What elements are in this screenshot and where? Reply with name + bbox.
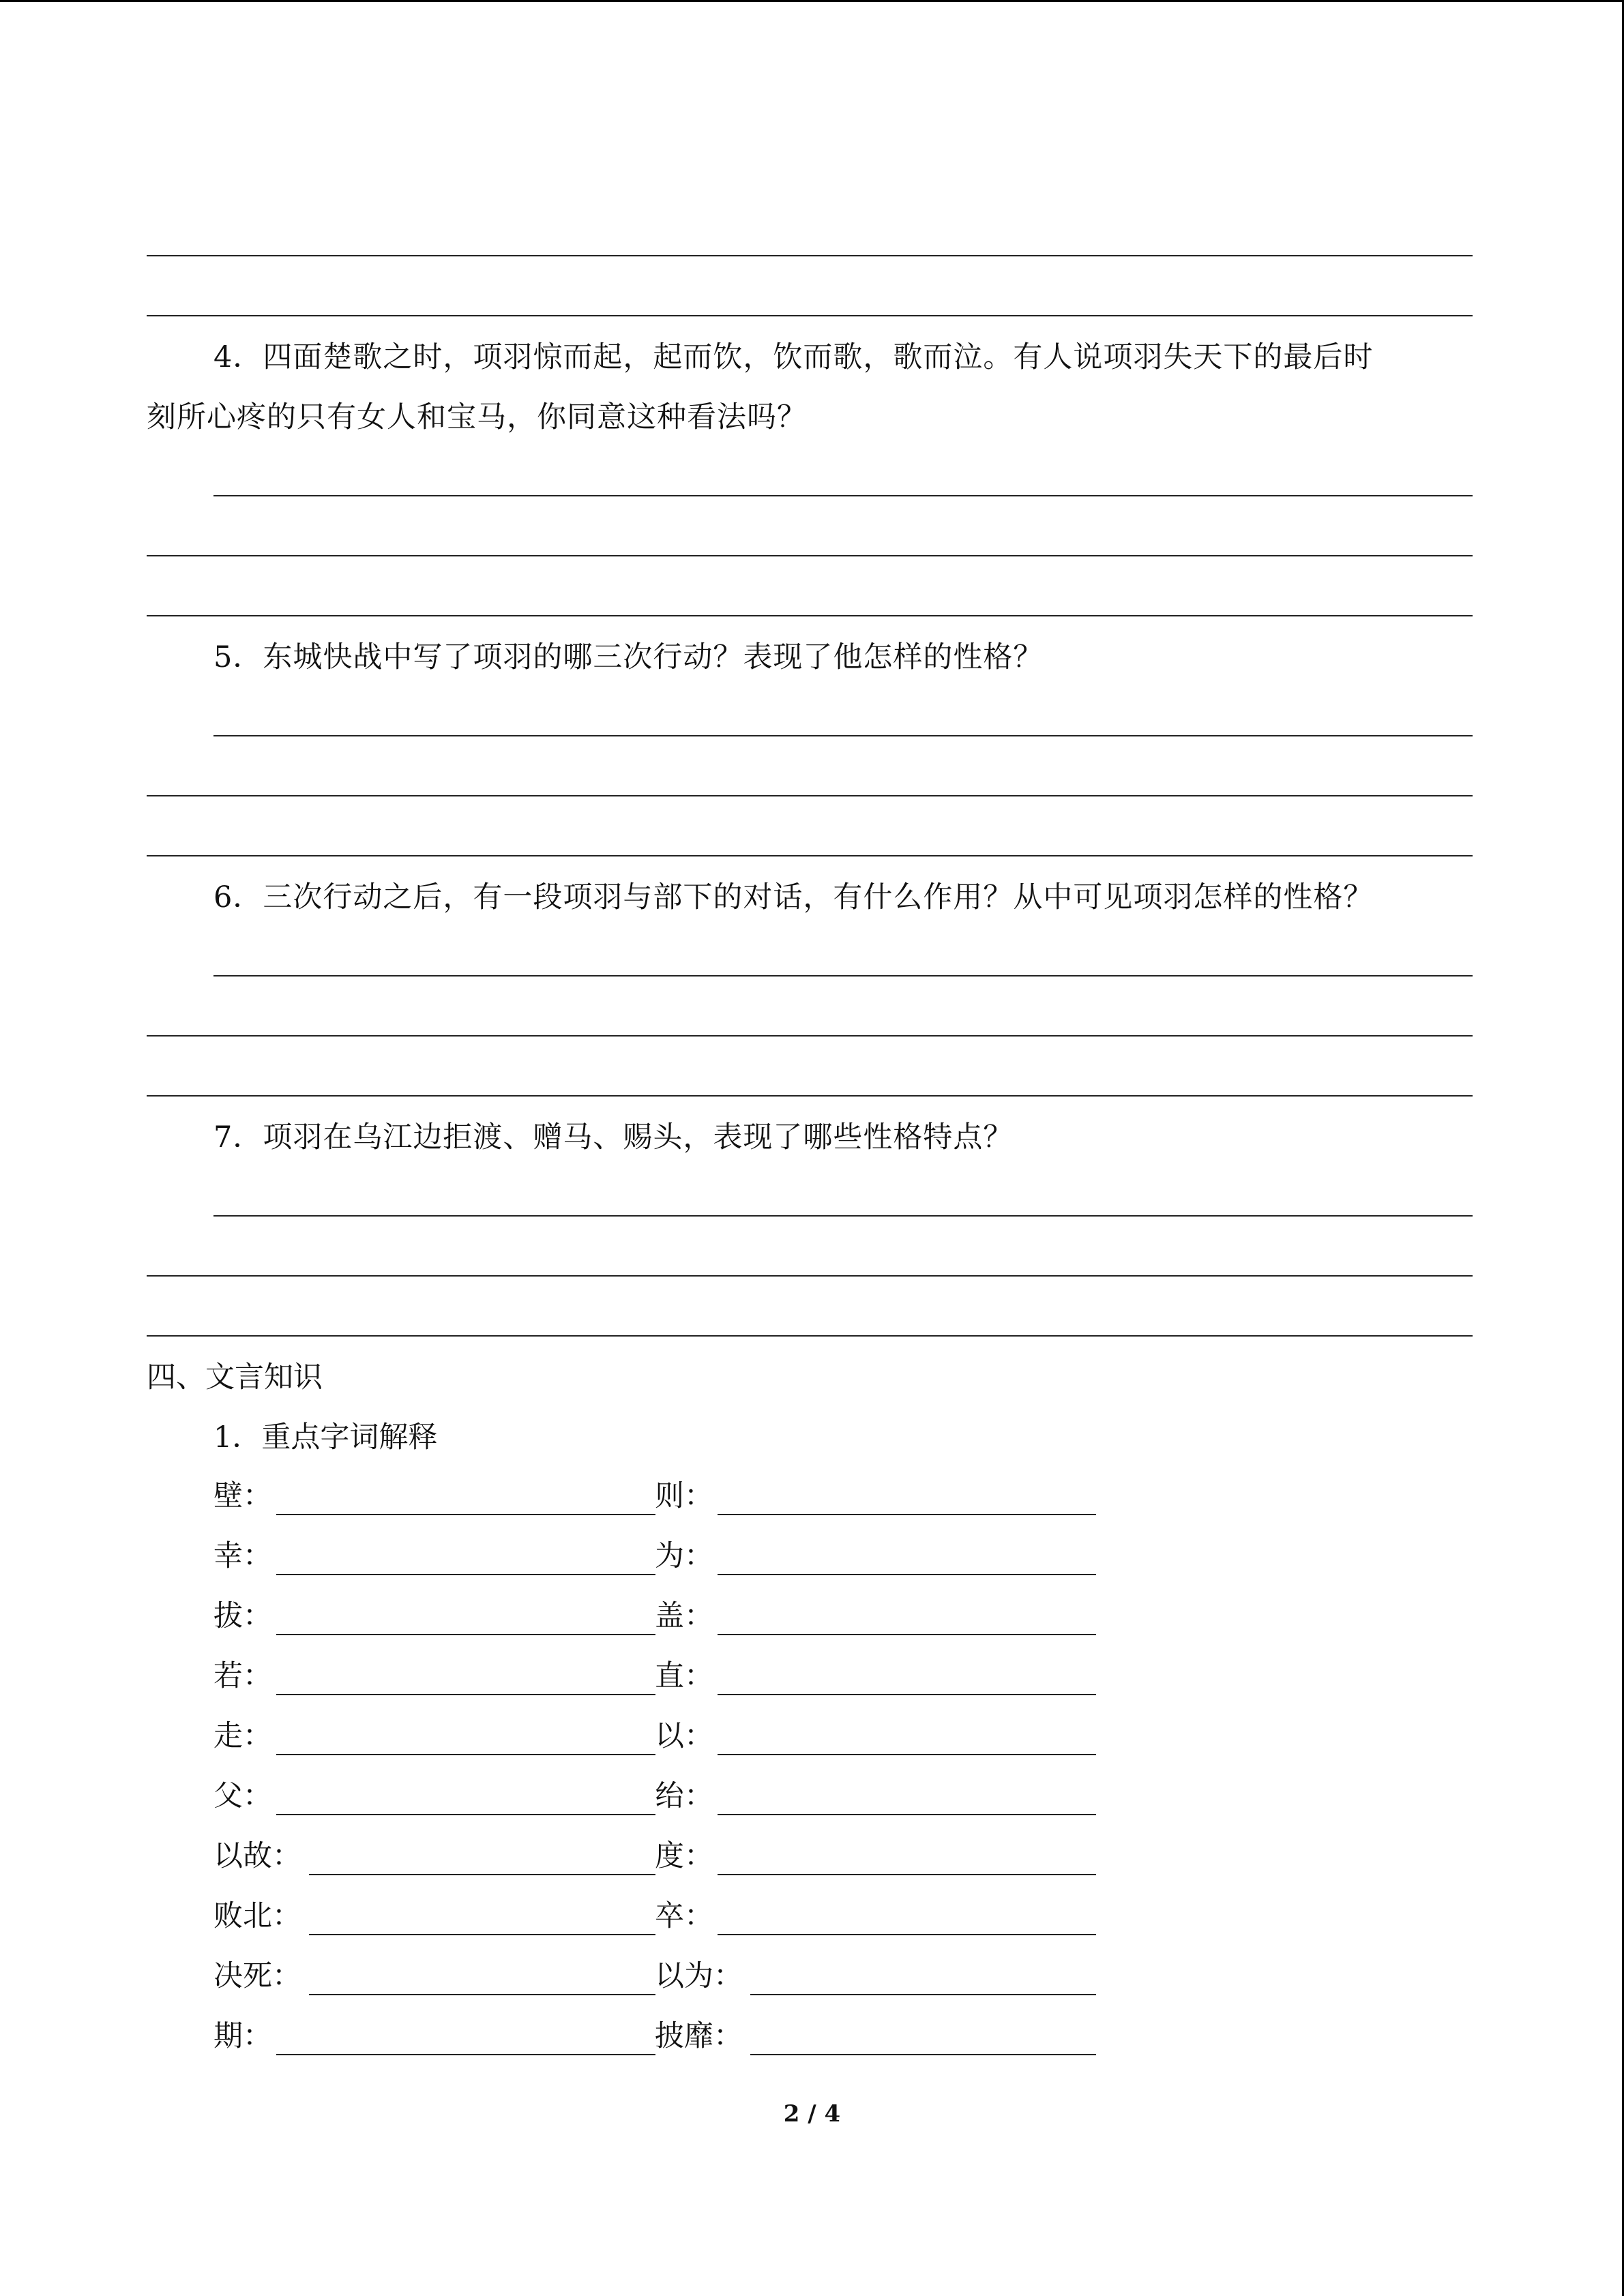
vocab-answer-line[interactable] <box>718 1934 1096 1935</box>
vocab-row <box>213 1462 1100 1522</box>
vocab-row <box>213 1822 1100 1882</box>
vocab-row <box>213 1942 1100 2002</box>
vocab-answer-line[interactable] <box>276 1574 655 1575</box>
q4-answer-line-3[interactable] <box>147 615 1473 616</box>
vocab-term: 若： <box>213 1659 272 1693</box>
q5-answer-line-2[interactable] <box>147 795 1473 796</box>
vocab-term: 幸： <box>213 1539 272 1573</box>
vocab-row <box>213 2002 1100 2062</box>
vocab-answer-line[interactable] <box>718 1574 1096 1575</box>
vocab-row <box>213 1702 1100 1762</box>
vocab-answer-line[interactable] <box>718 1874 1096 1875</box>
page-top-border <box>0 0 1624 2</box>
vocab-answer-line[interactable] <box>718 1694 1096 1695</box>
question-5: 5．东城快战中写了项羽的哪三次行动？表现了他怎样的性格？ <box>213 640 1044 674</box>
vocab-answer-line[interactable] <box>750 2054 1096 2055</box>
q5-answer-line-3[interactable] <box>147 855 1473 856</box>
vocab-row <box>213 1762 1100 1822</box>
vocab-answer-line[interactable] <box>309 1874 655 1875</box>
vocab-term: 以： <box>655 1719 713 1753</box>
q7-answer-line-2[interactable] <box>147 1275 1473 1277</box>
vocab-term: 直： <box>655 1659 713 1693</box>
answer-line[interactable] <box>147 255 1473 256</box>
vocab-answer-line[interactable] <box>718 1514 1096 1515</box>
question-7: 7．项羽在乌江边拒渡、赠马、赐头，表现了哪些性格特点？ <box>213 1120 1014 1154</box>
q4-answer-line-1[interactable] <box>213 495 1473 496</box>
vocab-row <box>213 1642 1100 1702</box>
vocab-term: 盖： <box>655 1599 713 1633</box>
vocab-term: 决死： <box>213 1959 301 1993</box>
vocab-term: 则： <box>655 1479 713 1513</box>
q6-answer-line-2[interactable] <box>147 1035 1473 1037</box>
vocab-answer-line[interactable] <box>276 2054 655 2055</box>
question-4-line-1: 4．四面楚歌之时，项羽惊而起，起而饮，饮而歌，歌而泣。有人说项羽失天下的最后时 <box>213 340 1374 374</box>
section-4-subtitle: 1．重点字词解释 <box>213 1420 438 1455</box>
vocab-term: 壁： <box>213 1479 272 1513</box>
vocab-term: 披靡： <box>655 2019 743 2053</box>
q6-answer-line-3[interactable] <box>147 1095 1473 1097</box>
vocab-term: 以为： <box>655 1959 743 1993</box>
vocab-term: 卒： <box>655 1899 713 1933</box>
q6-answer-line-1[interactable] <box>213 975 1473 976</box>
answer-line[interactable] <box>147 315 1473 316</box>
vocab-term: 败北： <box>213 1899 301 1933</box>
vocab-row <box>213 1882 1100 1942</box>
q5-answer-line-1[interactable] <box>213 735 1473 736</box>
vocab-answer-line[interactable] <box>718 1634 1096 1635</box>
vocab-row <box>213 1522 1100 1582</box>
q4-answer-line-2[interactable] <box>147 555 1473 556</box>
page-number: 2 / 4 <box>783 2100 841 2128</box>
q7-answer-line-1[interactable] <box>213 1215 1473 1217</box>
vocab-term: 走： <box>213 1719 272 1753</box>
question-4-line-2: 刻所心疼的只有女人和宝马，你同意这种看法吗？ <box>147 400 807 434</box>
vocab-answer-line[interactable] <box>276 1514 655 1515</box>
vocab-term: 绐： <box>655 1779 713 1813</box>
vocab-row <box>213 1582 1100 1642</box>
vocab-term: 度： <box>655 1839 713 1873</box>
vocab-answer-line[interactable] <box>276 1694 655 1695</box>
vocab-term: 以故： <box>213 1839 301 1873</box>
vocab-answer-line[interactable] <box>276 1814 655 1815</box>
question-6: 6．三次行动之后，有一段项羽与部下的对话，有什么作用？从中可见项羽怎样的性格？ <box>213 880 1374 914</box>
vocab-answer-line[interactable] <box>276 1634 655 1635</box>
vocab-term: 父： <box>213 1779 272 1813</box>
vocab-answer-line[interactable] <box>309 1934 655 1935</box>
vocab-answer-line[interactable] <box>718 1814 1096 1815</box>
vocab-term: 期： <box>213 2019 272 2053</box>
vocab-term: 为： <box>655 1539 713 1573</box>
vocab-answer-line[interactable] <box>718 1754 1096 1755</box>
vocab-answer-line[interactable] <box>309 1994 655 1995</box>
vocab-answer-line[interactable] <box>276 1754 655 1755</box>
q7-answer-line-3[interactable] <box>147 1335 1473 1337</box>
vocab-term: 拔： <box>213 1599 272 1633</box>
section-4-title: 四、文言知识 <box>147 1360 323 1395</box>
vocab-answer-line[interactable] <box>750 1994 1096 1995</box>
